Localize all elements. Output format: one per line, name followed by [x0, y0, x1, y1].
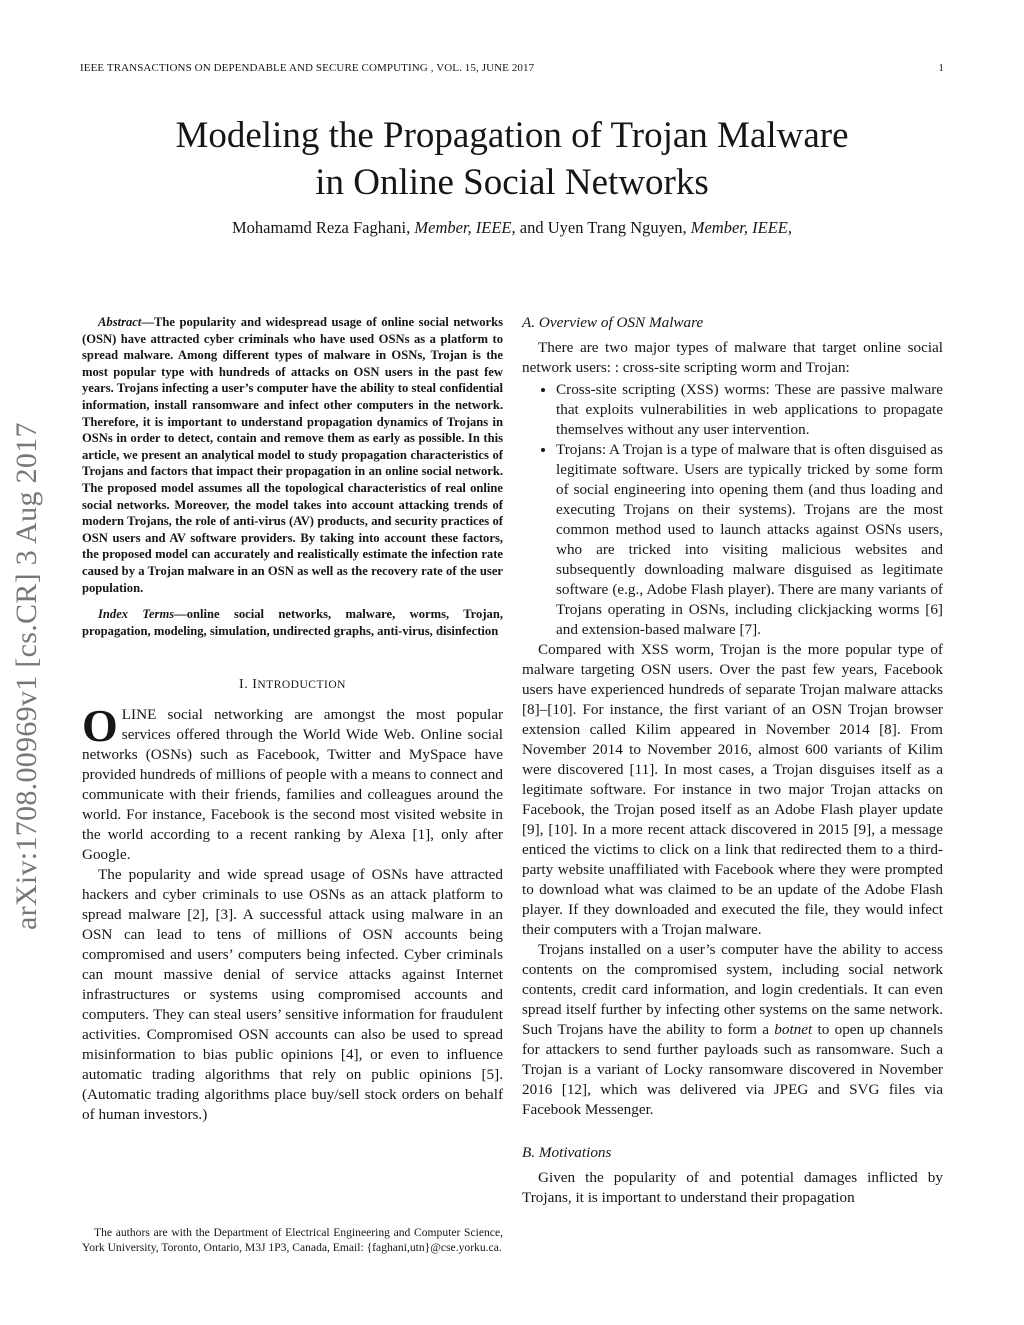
author-1: Mohamamd Reza Faghani,	[232, 218, 415, 237]
section-heading-rest: NTRODUCTION	[257, 679, 346, 692]
subsection-heading-motivations: B. Motivations	[522, 1144, 612, 1161]
overview-p3-part-a: Trojans installed on a user’s computer have the ability to access contents on the compromised system, including social network contents, credit card information, and login credentials. It can even spread itself further by infecting other systems on the same network. Such Trojans have the ability to form a	[522, 941, 943, 1038]
list-item: • Trojans: A Trojan is a type of malware that is often disguised as legitimate software. Users are typically tricked by some form of social engineering into opening them (and thus loading and executing Trojans on their systems). Trojans are the most common method used to launch attacks against OSNs users, who are tricked into visiting malicious websites and subsequently downloading malware disguised as legitimate software (e.g., Adobe Flash player). There are many variants of Trojans operating in OSNs, including clickjacking worms [6] and extension-based malware [7].	[556, 440, 943, 640]
intro-paragraph-1	[82, 700, 503, 865]
running-header	[80, 62, 944, 74]
journal-name: IEEE TRANSACTIONS ON DEPENDABLE AND SECURE COMPUTING , VOL. 15, JUNE 2017	[80, 62, 535, 74]
left-column	[82, 314, 503, 1125]
overview-p3-part-b: to open up channels for attackers to send further payloads such as ransomware. Such a Trojan is a variant of Locky ransomware discovered in November 2016 [12], which was delivered via JPEG and SVG files via Facebook Messenger.	[522, 1021, 943, 1118]
list-item: • Cross-site scripting (XSS) worms: These are passive malware that exploits vulnerabilities in web applications to propagate themselves without any user intervention.	[556, 380, 943, 440]
author-2-role: Member, IEEE,	[690, 218, 792, 237]
intro-paragraph-2: The popularity and wide spread usage of OSNs have attracted hackers and cyber criminals to use OSNs as an attack platform to spread malware [2], [3]. A successful attack using malware in an OSN can lead to tens of millions of OSN accounts being compromised and users’ computers being infected. Cyber criminals can mount massive denial of service attacks against Internet infrastructures or systems using compromised accounts and computers. They can steal users’ sensitive information for fraudulent activities. Compromised OSN accounts can also be used to spread misinformation to bias public opinions [4], or even to influence automatic trading algorithms that rely on public opinions [5]. (Automatic trading algorithms place buy/sell stock orders on behalf of human investors.)	[82, 866, 503, 1124]
paper-title	[0, 112, 1024, 206]
right-column	[522, 314, 943, 1208]
page-number: 1	[938, 62, 944, 74]
overview-paragraph-1: There are two major types of malware that target online social network users: : cross-site scripting worm and Trojan:	[522, 339, 943, 376]
section-heading-introduction	[82, 677, 503, 693]
motivations-paragraph-1: Given the popularity of and potential damages inflicted by Trojans, it is important to understand their propagation	[522, 1169, 943, 1206]
abstract	[82, 314, 503, 596]
arxiv-stamp: arXiv:1708.00969v1 [cs.CR] 3 Aug 2017	[10, 422, 43, 930]
index-terms-text: —online social networks, malware, worms, Trojan, propagation, modeling, simulation, undirected graphs, anti-virus, disinfection	[82, 607, 503, 638]
author-list	[0, 218, 1024, 238]
footnote: The authors are with the Department of Electrical Engineering and Computer Science, York University, Toronto, Ontario, M3J 1P3, Canada, Email: {faghani,utn}@cse.yorku.ca.	[82, 1226, 503, 1254]
intro-p1-text: LINE social networking are amongst the most popular services offered through the World Wide Web. Online social networks (OSNs) such as Facebook, Twitter and MySpace have provided hundreds of millions of people with a means to connect and communicate with their friends, families and colleagues around the world. For instance, Facebook is the second most visited website in the world according to a recent ranking by Alexa [1], only after Google.	[82, 706, 503, 864]
section-heading-num: I. I	[239, 677, 258, 693]
index-terms	[82, 606, 503, 639]
botnet-term: botnet	[774, 1021, 813, 1038]
overview-paragraph-3	[522, 940, 943, 1120]
author-1-role: Member, IEEE,	[414, 218, 516, 237]
drop-cap: O	[82, 700, 118, 752]
subsection-heading-overview: A. Overview of OSN Malware	[522, 314, 704, 331]
title-line-2: in Online Social Networks	[315, 162, 709, 203]
index-terms-label: Index Terms	[98, 607, 175, 622]
overview-paragraph-2: Compared with XSS worm, Trojan is the more popular type of malware targeting OSN users. Over the past few years, Facebook users have experienced hundreds of separate Trojan malware attacks [8]–[10]. For instance, the first variant of an OSN Trojan browser extension called Kilim appeared in November 2014 [8]. From November 2014 to November 2016, almost 600 variants of Kilim were discovered [11]. In most cases, a Trojan disguises itself as a legitimate software. For instance in two major Trojan attacks on Facebook, the Trojan posed itself as an Adobe Flash player update [9], [10]. In a more recent attack discovered in 2015 [9], a message enticed the victims to click on a link that redirected them to a third-party website unaffiliated with Facebook where they were prompted to download what was claimed to be an update of the Adobe Flash player. If they downloaded and executed the file, they would infect their computers with a Trojan malware.	[522, 641, 943, 938]
author-2: and Uyen Trang Nguyen,	[515, 218, 691, 237]
abstract-label: Abstract	[98, 315, 142, 329]
title-line-1: Modeling the Propagation of Trojan Malware	[175, 115, 849, 156]
abstract-text: —The popularity and widespread usage of online social networks (OSN) have attracted cyber criminals who have used OSNs as a platform to spread malware. Among different types of malware in OSNs, Trojan is the most popular type with hundreds of attacks on OSN users in the past few years. Trojans infecting a user’s computer have the ability to steal confidential information, install ransomware and infect other computers in the network. Therefore, it is important to understand propagation dynamics of Trojans in OSNs in order to detect, contain and remove them as early as possible. In this article, we present an analytical model to study propagation characteristics of Trojans and factors that impact their propagation in an online social network. The proposed model assumes all the topological characteristics of real online social networks. Moreover, the model takes into account attacking trends of modern Trojans, the role of anti-virus (AV) products, and security practices of OSN users and AV software providers. By taking into account these factors, the proposed model can accurately and realistically estimate the infection rate caused by a Trojan malware in an OSN as well as the recovery rate of the user population.	[82, 315, 503, 595]
malware-type-list	[522, 380, 943, 640]
